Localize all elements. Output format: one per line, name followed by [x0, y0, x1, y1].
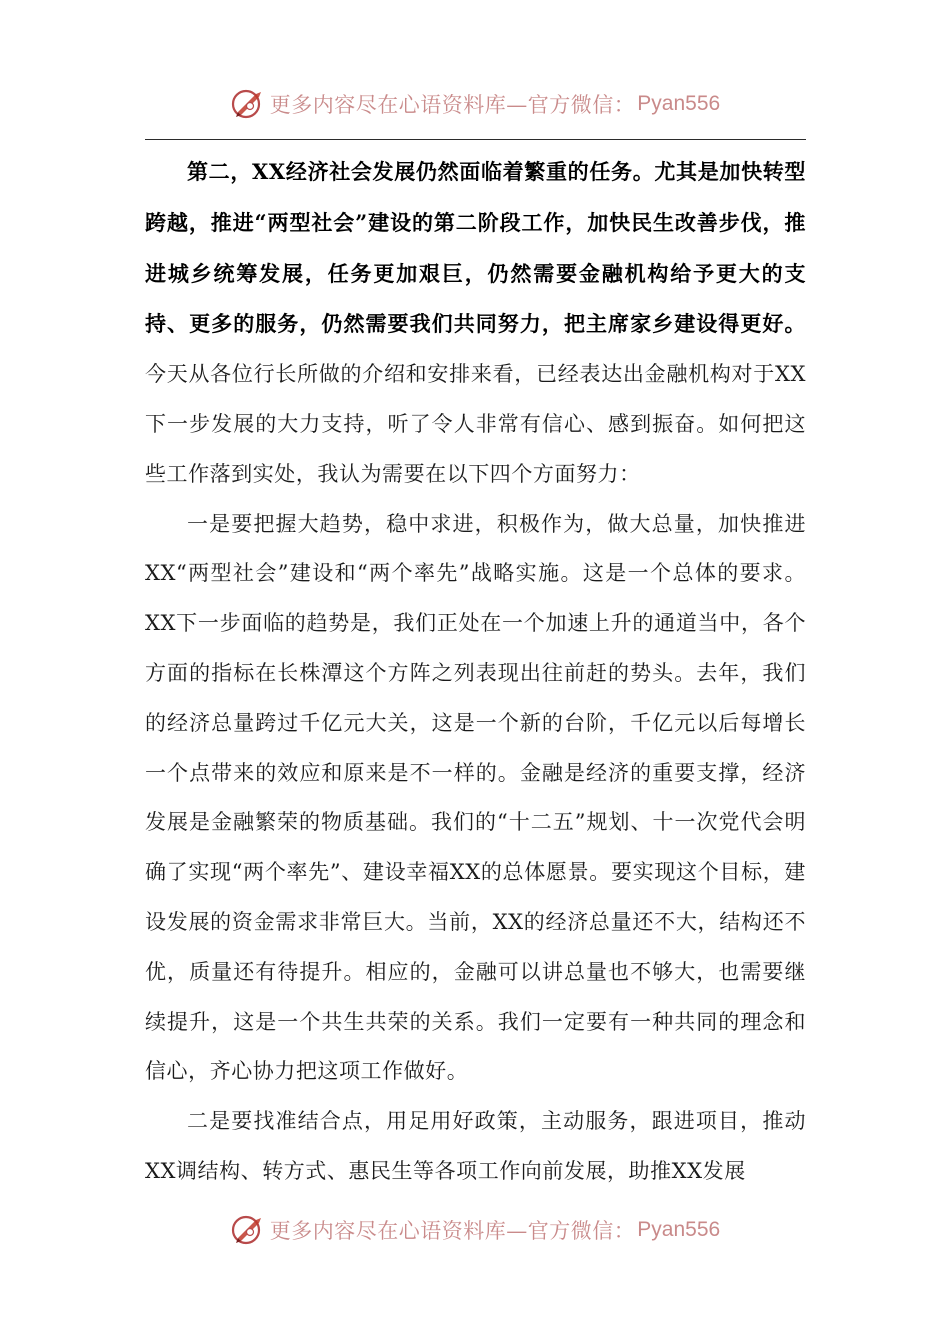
paragraph-3 — [145, 1097, 806, 1197]
paragraph-3-text: 二是要找准结合点，用足用好政策，主动服务，跟进项目，推动XX调结构、转方式、惠民生等各项工作向前发展，助推XX发展 — [145, 1109, 806, 1183]
pen-logo-icon — [230, 86, 266, 122]
paragraph-2 — [145, 500, 806, 1098]
document-body — [145, 147, 806, 1197]
watermark-text: 更多内容尽在心语资料库—官方微信： — [269, 93, 636, 117]
header-divider — [145, 139, 806, 140]
paragraph-1-bold-lead: 第二，XX经济社会发展仍然面临着繁重的任务。尤其是加快转型跨越，推进“两型社会”建设的第二阶段工作，加快民生改善步伐，推进城乡统筹发展，任务更加艰巨，仍然需要金融机构给予更大的支持、更多的服务，仍然需要我们共同努力，把主席家乡建设得更好。 — [145, 159, 806, 337]
paragraph-1-text: 今天从各位行长所做的介绍和安排来看，已经表达出金融机构对于XX下一步发展的大力支持，听了令人非常有信心、感到振奋。如何把这些工作落到实处，我认为需要在以下四个方面努力： — [145, 362, 806, 486]
header-watermark — [0, 84, 950, 124]
pen-logo-icon — [230, 1212, 266, 1248]
paragraph-2-text: 一是要把握大趋势，稳中求进，积极作为，做大总量，加快推进XX“两型社会”建设和“两个率先”战略实施。这是一个总体的要求。XX下一步面临的趋势是，我们正处在一个加速上升的通道当中，各个方面的指标在长株潭这个方阵之列表现出往前赶的势头。去年，我们的经济总量跨过千亿元大关，这是一个新的台阶，千亿元以后每增长一个点带来的效应和原来是不一样的。金融是经济的重要支撑，经济发展是金融繁荣的物质基础。我们的“十二五”规划、十一次党代会明确了实现“两个率先”、建设幸福XX的总体愿景。要实现这个目标，建设发展的资金需求非常巨大。当前，XX的经济总量还不大，结构还不优，质量还有待提升。相应的，金融可以讲总量也不够大，也需要继续提升，这是一个共生共荣的关系。我们一定要有一种共同的理念和信心，齐心协力把这项工作做好。 — [145, 511, 806, 1084]
footer-watermark — [0, 1210, 950, 1250]
watermark-text: 更多内容尽在心语资料库—官方微信： — [269, 1219, 636, 1243]
watermark-wechat-id: Pyan556 — [637, 1218, 721, 1241]
paragraph-1 — [145, 147, 806, 500]
watermark-wechat-id: Pyan556 — [637, 92, 721, 115]
